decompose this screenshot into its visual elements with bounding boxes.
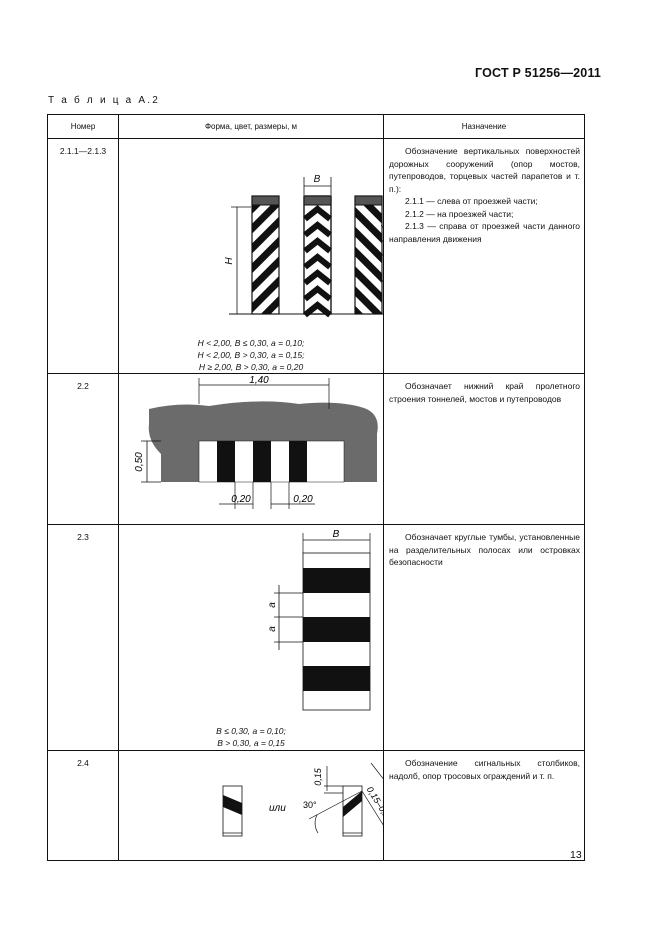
figure-cell bbox=[119, 374, 384, 525]
figure-cell bbox=[119, 751, 384, 861]
dim-label-a: a bbox=[267, 626, 278, 632]
description-text: 2.1.1 — слева от проезжей части; bbox=[405, 196, 538, 206]
description-text: Обозначение сигнальных столбиков, надолб, опор тросовых ограждений и т. п. bbox=[389, 758, 580, 781]
formula-line: H < 2,00, B > 0,30, a = 0,15; bbox=[197, 350, 305, 360]
dim-label: 1,40 bbox=[249, 375, 269, 386]
column-header-number: Номер bbox=[48, 115, 119, 139]
table-caption: Т а б л и ц а А.2 bbox=[48, 95, 160, 106]
page-number: 13 bbox=[570, 849, 582, 861]
document-code: ГОСТ Р 51256—2011 bbox=[475, 66, 602, 80]
dim-label: 0,15 bbox=[313, 768, 323, 786]
stripe bbox=[303, 568, 370, 593]
dim-label-a: a bbox=[267, 602, 278, 608]
table-row bbox=[48, 374, 585, 525]
post-2-1-3 bbox=[355, 196, 382, 314]
figure-2-1 bbox=[119, 139, 383, 373]
dim-label: 0,20 bbox=[293, 494, 313, 505]
table-row bbox=[48, 525, 585, 751]
formula-line: H < 2,00, B ≤ 0,30, a = 0,10; bbox=[197, 338, 305, 348]
stripe bbox=[289, 441, 307, 482]
column-header-purpose: Назначение bbox=[384, 115, 585, 139]
description-cell bbox=[384, 525, 585, 751]
description-text: 2.1.2 — на проезжей части; bbox=[405, 208, 514, 219]
signal-post-left bbox=[223, 786, 242, 836]
figure-2-1-drawing bbox=[119, 139, 384, 319]
table-header-row bbox=[48, 115, 585, 139]
post-cap bbox=[355, 196, 382, 205]
figure-2-2-drawing bbox=[119, 374, 384, 519]
description-cell bbox=[384, 751, 585, 861]
table-row bbox=[48, 139, 585, 374]
row-number: 2.3 bbox=[48, 525, 119, 751]
column-header-form: Форма, цвет, размеры, м bbox=[119, 115, 384, 139]
row-number: 2.2 bbox=[48, 374, 119, 525]
description-cell bbox=[384, 139, 585, 374]
dim-label-B: B bbox=[313, 174, 321, 185]
formula-line: H ≥ 2,00, B > 0,30, a = 0,20 bbox=[198, 362, 304, 372]
figure-2-3-drawing bbox=[119, 525, 384, 720]
description-text: Обозначает круглые тумбы, установленные на разделительных полосах или островках безопасности bbox=[389, 532, 580, 567]
description-text: Обозначение вертикальных поверхностей дорожных сооружений (опор мостов, путепроводов, торцевых частей парапетов и т. п.): bbox=[389, 146, 580, 194]
post-cap bbox=[252, 196, 279, 205]
dim-label-H: H bbox=[224, 257, 235, 265]
stripe bbox=[303, 666, 370, 691]
stripe bbox=[253, 441, 271, 482]
figure-2-4-drawing bbox=[119, 751, 384, 855]
signal-post-right bbox=[343, 786, 362, 836]
table-row bbox=[48, 751, 585, 861]
or-label: или bbox=[269, 803, 286, 814]
post-2-1-2 bbox=[304, 196, 331, 315]
figure-cell bbox=[119, 139, 384, 374]
row-number: 2.1.1—2.1.3 bbox=[48, 139, 119, 374]
dim-label: 0,20 bbox=[231, 494, 251, 505]
description-text: Обозначает нижний край пролетного строения тоннелей, мостов и путепроводов bbox=[389, 381, 580, 404]
dim-label-B: B bbox=[332, 529, 340, 540]
formula-line: B > 0,30, a = 0,15 bbox=[217, 738, 285, 748]
dim-label: 0,50 bbox=[134, 452, 145, 472]
description-cell bbox=[384, 374, 585, 525]
stripe bbox=[303, 617, 370, 642]
formula-line: B ≤ 0,30, a = 0,10; bbox=[216, 726, 286, 736]
row-number: 2.4 bbox=[48, 751, 119, 861]
stripe bbox=[217, 441, 235, 482]
post-2-1-1 bbox=[252, 196, 279, 314]
dim-label: 0,15–0,25 bbox=[364, 784, 384, 825]
angle-label: 30° bbox=[303, 800, 317, 810]
description-text: 2.1.3 — справа от проезжей части данного направления движения bbox=[389, 221, 580, 244]
marking-table bbox=[47, 114, 585, 861]
figure-cell bbox=[119, 525, 384, 751]
